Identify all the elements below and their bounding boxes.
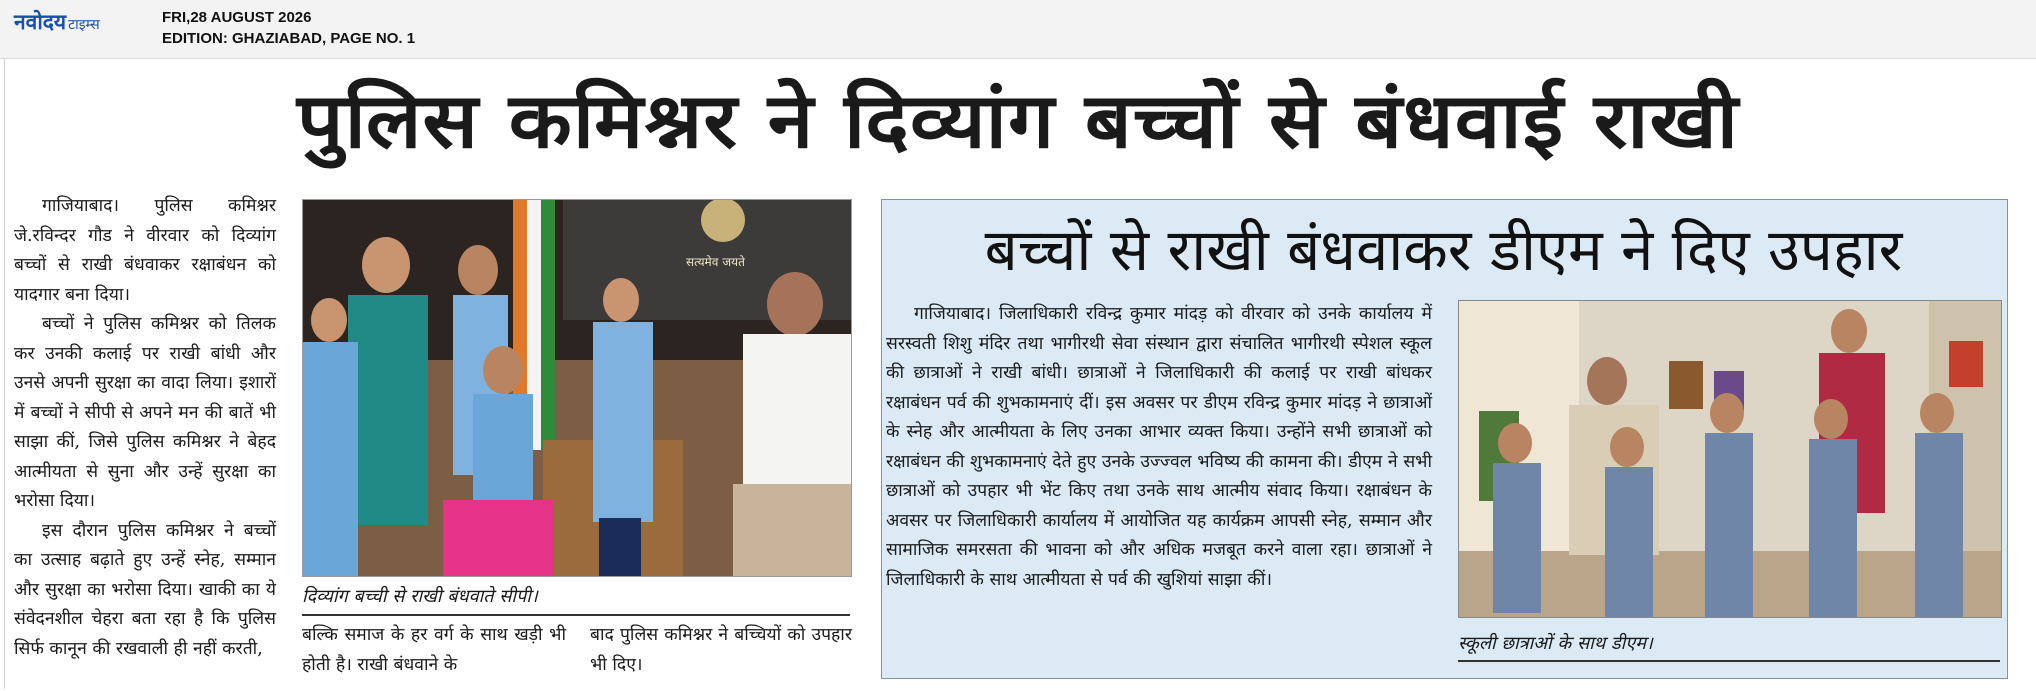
box-photo-caption: स्कूली छात्राओं के साथ डीएम।: [1458, 633, 1653, 654]
main-photo-caption: दिव्यांग बच्ची से राखी बंधवाते सीपी।: [302, 586, 538, 607]
caption-divider: [302, 614, 850, 616]
photo-banner-text: सत्यमेव जयते: [686, 255, 745, 269]
main-story-paragraph: इस दौरान पुलिस कमिश्नर ने बच्चों का उत्साह बढ़ाते हुए उन्हें स्नेह, सम्मान और सुरक्षा का भरोसा दिया। खाकी का ये संवेदनशील चेहरा बता रहा है कि पुलिस सिर्फ कानून की रखवाली ही नहीं करती,: [14, 520, 276, 659]
newspaper-logo[interactable]: [14, 8, 100, 38]
main-story-paragraph: बच्चों ने पुलिस कमिश्नर को तिलक कर उनकी कलाई पर राखी बांधी और उनसे अपनी सुरक्षा का वादा लिया। इशारों में बच्चों ने सीपी से अपने मन की बातें भी साझा कीं, जिसे पुलिस कमिश्नर ने बेहद आत्मीयता से सुना और उन्हें सुरक्षा का भरोसा दिया।: [14, 314, 276, 511]
logo-brand: नवोदय: [14, 10, 67, 34]
main-story-continuation-left: [302, 621, 566, 680]
newspaper-header-bar: [0, 0, 2036, 59]
box-story-photo[interactable]: [1458, 300, 2002, 618]
continuation-paragraph: बाद पुलिस कमिश्नर ने बच्चियों को उपहार भी दिए।: [590, 625, 852, 675]
rakhi-ceremony-illustration: [303, 200, 851, 576]
logo-sub: टाइम्स: [68, 17, 100, 33]
main-story-continuation-right: [590, 621, 852, 680]
edition-page-info: EDITION: GHAZIABAD, PAGE NO. 1: [162, 30, 416, 47]
dm-with-students-illustration: [1459, 301, 2001, 617]
box-story-paragraph: गाजियाबाद। जिलाधिकारी रविन्द्र कुमार मांदड़ को वीरवार को उनके कार्यालय में सरस्वती शिशु मंदिर तथा भागीरथी सेवा संस्थान द्वारा संचालित भागीरथी स्पेशल स्कूल की छात्राओं ने राखी बांधी। छात्राओं ने जिलाधिकारी की कलाई पर राखी बांधकर रक्षाबंधन पर्व की शुभकामनाएं दीं। इस अवसर पर डीएम रविन्द्र कुमार मांदड़ ने छात्राओं के स्नेह और आत्मीयता के लिए उनका आभार व्यक्त किया। उन्होंने सभी छात्राओं को रक्षाबंधन की शुभकामनाएं देते हुए उनके उज्ज्वल भविष्य की कामना की। डीएम ने सभी छात्राओं को उपहार भी भेंट किए तथा उनके साथ आत्मीय संवाद किया। रक्षाबंधन के अवसर पर जिलाधिकारी कार्यालय में आयोजित यह कार्यक्रम आपसी स्नेह, सम्मान और सामाजिक समरसता की भावना को और अधिक मजबूत करने वाला रहा। छात्राओं ने जिलाधिकारी के साथ आत्मीयता से पर्व की खुशियां साझा कीं।: [886, 304, 1432, 590]
box-story-column: [886, 300, 1432, 595]
caption-divider: [1458, 660, 2000, 662]
main-headline: पुलिस कमिश्नर ने दिव्यांग बच्चों से बंधवाई राखी: [296, 76, 1740, 165]
edition-date: FRI,28 AUGUST 2026: [162, 9, 312, 26]
main-story-paragraph: गाजियाबाद। पुलिस कमिश्नर जे.रविन्दर गौड ने वीरवार को दिव्यांग बच्चों से राखी बंधवाकर रक्षाबंधन को यादगार बना दिया।: [14, 196, 276, 305]
box-story-headline: बच्चों से राखी बंधवाकर डीएम ने दिए उपहार: [984, 216, 1903, 284]
main-story-column: [14, 192, 276, 664]
main-story-photo[interactable]: [302, 199, 852, 577]
continuation-paragraph: बल्कि समाज के हर वर्ग के साथ खड़ी भी होती है। राखी बंधवाने के: [302, 625, 566, 675]
